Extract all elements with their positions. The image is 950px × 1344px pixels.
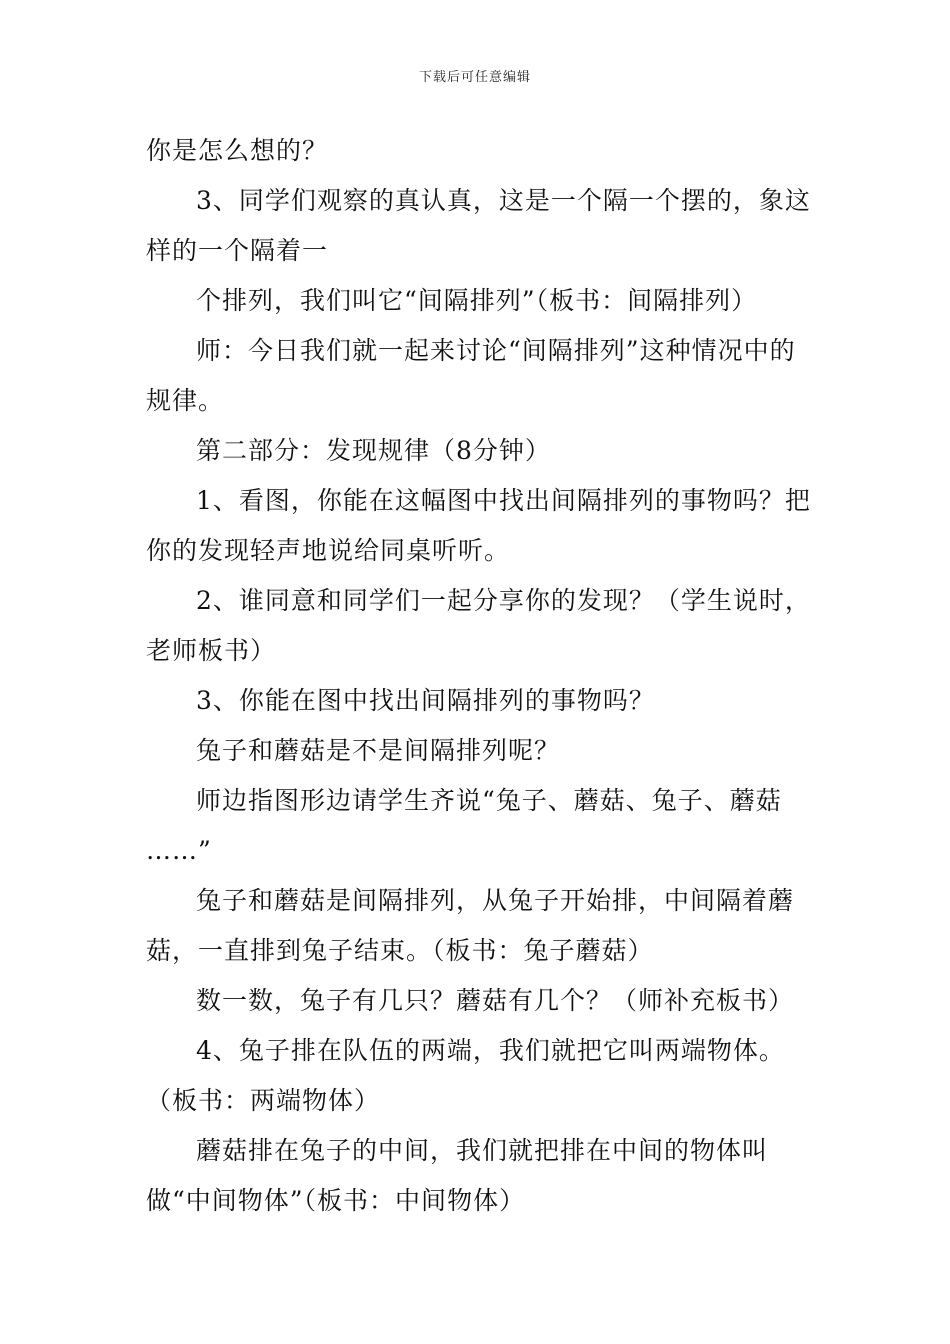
paragraph-3: 个排列，我们叫它“间隔排列”（板书：间隔排列） [196,286,758,315]
paragraph-14: 蘑菇排在兔子的中间，我们就把排在中间的物体叫做“中间物体”（板书：中间物体） [146,1136,769,1215]
paragraph-6: 1、看图，你能在这幅图中找出间隔排列的事物吗？把你的发现轻声地说给同桌听听。 [146,486,811,565]
paragraph-11: 兔子和蘑菇是间隔排列，从兔子开始排，中间隔着蘑菇，一直排到兔子结束。（板书：兔子蘑菇） [146,886,795,965]
paragraph-9: 兔子和蘑菇是不是间隔排列呢？ [196,736,561,765]
paragraph-1: 你是怎么想的？ [146,136,329,165]
paragraph-13: 4、兔子排在队伍的两端，我们就把它叫两端物体。（板书：两端物体） [146,1036,785,1115]
paragraph-7: 2、谁同意和同学们一起分享你的发现？（学生说时，老师板书） [146,586,811,665]
paragraph-10 [146,776,811,876]
paragraph-10-line-2: ……” [146,836,212,865]
paragraph-2: 3、同学们观察的真认真，这是一个隔一个摆的，象这样的一个隔着一 [146,186,811,265]
paragraph-12: 数一数，兔子有几只？蘑菇有几个？（师补充板书） [196,986,795,1015]
page-header: 下载后可任意编辑 [418,70,531,85]
section-heading: 第二部分：发现规律（8分钟） [196,436,551,465]
document-body [146,126,811,1226]
paragraph-10-line-1: 师边指图形边请学生齐说“兔子、蘑菇、兔子、蘑菇 [196,786,782,815]
paragraph-8: 3、你能在图中找出间隔排列的事物吗？ [196,686,655,715]
paragraph-4: 师：今日我们就一起来讨论“间隔排列”这种情况中的规律。 [146,336,796,415]
